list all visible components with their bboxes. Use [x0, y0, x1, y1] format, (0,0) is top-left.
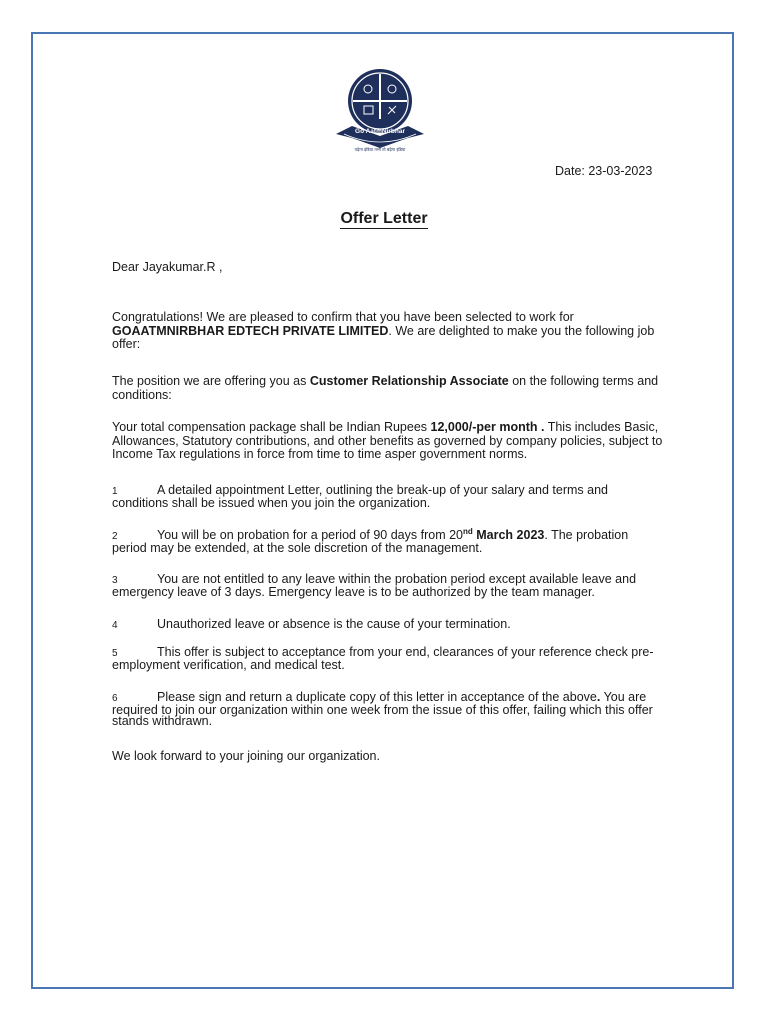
intro-text-end: . We are delighted to make you the following job offer: — [112, 323, 655, 351]
closing-line: We look forward to your joining our organization. — [112, 749, 380, 763]
position-role: Customer Relationship Associate — [309, 374, 509, 388]
term-bold-period: . — [596, 690, 601, 704]
page-title — [0, 210, 768, 228]
salutation: Dear Jayakumar.R , — [112, 260, 223, 274]
term-text: You will be on probation for a period of 90 days from 20 — [157, 528, 463, 542]
term-1 — [112, 485, 664, 509]
term-number: 5 — [112, 648, 118, 659]
date: Date: 23-03-2023 — [555, 164, 653, 178]
logo-name: Go AatmNirbhar — [355, 128, 405, 135]
company-name: GOAATMNIRBHAR EDTECH PRIVATE LIMITED — [112, 323, 389, 338]
logo-tagline: पढ़ेगा इंडिया तभी तो बढ़ेगा इंडिया — [354, 147, 406, 152]
term-5 — [112, 647, 664, 671]
term-3 — [112, 574, 664, 598]
term-text: Unauthorized leave or absence is the cause of your termination. — [157, 617, 511, 631]
position-text-end: on the following terms and conditions: — [112, 374, 659, 402]
term-text: You are not entitled to any leave within the probation period except available leave and emergency leave of 3 days. Emergency leave is to be authorized by the team manager. — [112, 572, 637, 599]
compensation-amount: 12,000/-per month . — [430, 420, 545, 434]
company-logo — [334, 64, 426, 156]
term-text: A detailed appointment Letter, outlining the break-up of your salary and terms and conditions shall be issued when you join the organization. — [112, 483, 608, 510]
term-6 — [112, 692, 668, 728]
position-text: The position we are offering you as — [112, 374, 307, 388]
probation-date: March 2023 — [476, 528, 545, 542]
term-text: This offer is subject to acceptance from your end, clearances of your reference check pre-employment verification, and medical test. — [112, 645, 654, 672]
term-4 — [112, 618, 664, 633]
compensation-text-end: This includes Basic, Allowances, Statutory contributions, and other benefits as governed by company policies, subject to Income Tax regulations in force from time to time asper government norms. — [112, 420, 663, 461]
position-paragraph — [112, 375, 664, 402]
date-suffix: nd — [462, 526, 473, 536]
term-2 — [112, 526, 664, 555]
compensation-paragraph — [112, 421, 668, 462]
intro-paragraph — [112, 311, 664, 352]
term-number: 2 — [112, 531, 118, 542]
term-number: 3 — [112, 575, 118, 586]
term-number: 1 — [112, 486, 118, 497]
term-number: 6 — [112, 693, 118, 704]
intro-text: Congratulations! We are pleased to confirm that you have been selected to work for — [112, 310, 574, 324]
term-text: Please sign and return a duplicate copy of this letter in acceptance of the above — [157, 690, 597, 704]
compensation-text: Your total compensation package shall be Indian Rupees — [112, 420, 428, 434]
title-text: Offer Letter — [340, 210, 428, 227]
term-text-end: . The probation period may be extended, at the sole discretion of the management. — [112, 528, 629, 555]
term-number: 4 — [112, 620, 118, 631]
term-text-end: You are required to join our organization within one week from the issue of this offer, failing which this offer stands withdrawn. — [112, 690, 653, 728]
